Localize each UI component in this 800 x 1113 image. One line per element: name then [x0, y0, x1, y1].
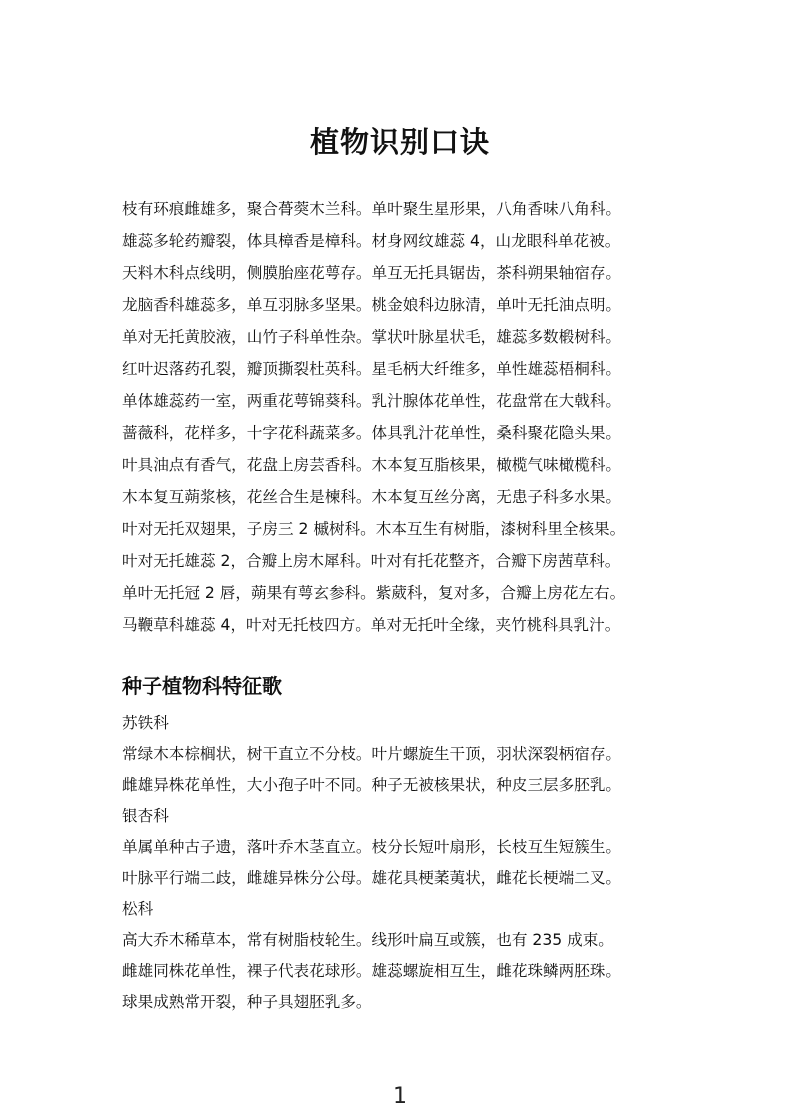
- verse-line: 枝有环痕雌雄多，聚合蓇葖木兰科。单叶聚生星形果，八角香味八角科。: [122, 200, 622, 218]
- verse-line: 马鞭草科雄蕊 4，叶对无托枝四方。单对无托叶全缘，夹竹桃科具乳汁。: [122, 616, 621, 634]
- family-verse-line: 单属单种古子遗，落叶乔木茎直立。枝分长短叶扇形，长枝互生短簇生。: [122, 838, 622, 856]
- family-verse-line: 球果成熟常开裂，种子具翅胚乳多。: [122, 993, 372, 1011]
- family-verse-line: 高大乔木稀草本，常有树脂枝轮生。线形叶扁互或簇，也有 235 成束。: [122, 931, 614, 949]
- family-ginkgoaceae: [122, 801, 762, 894]
- verse-line: 红叶迟落药孔裂，瓣顶撕裂杜英科。星毛柄大纤维多，单性雄蕊梧桐科。: [122, 360, 622, 378]
- section-seed-plants: [122, 670, 762, 1018]
- family-name: 苏铁科: [122, 714, 169, 732]
- page-title: 植物识别口诀: [309, 125, 490, 159]
- section-heading: 种子植物科特征歌: [122, 674, 282, 698]
- verse-line: 单叶无托冠 2 唇，蒴果有萼玄参科。紫葳科，复对多，合瓣上房花左右。: [122, 584, 626, 602]
- verse-line: 单对无托黄胶液，山竹子科单性杂。掌状叶脉星状毛，雄蕊多数椴树科。: [122, 328, 622, 346]
- verse-line: 雄蕊多轮药瓣裂，体具樟香是樟科。材身网纹雄蕊 4，山龙眼科单花被。: [122, 232, 621, 250]
- page-number: 1: [393, 1084, 407, 1109]
- family-pinaceae: [122, 894, 762, 1018]
- verse-line: 天料木科点线明，侧膜胎座花萼存。单互无托具锯齿，茶科朔果轴宿存。: [122, 264, 622, 282]
- verse-line: 木本复互蒴浆核，花丝合生是楝科。木本复互丝分离，无患子科多水果。: [122, 488, 622, 506]
- verse-line: 蔷薇科，花样多，十字花科蔬菜多。体具乳汁花单性，桑科聚花隐头果。: [122, 424, 622, 442]
- family-name: 松科: [122, 900, 154, 918]
- family-name: 银杏科: [122, 807, 169, 825]
- family-verse-line: 雌雄同株花单性，裸子代表花球形。雄蕊螺旋相互生，雌花珠鳞两胚珠。: [122, 962, 622, 980]
- family-verse-line: 常绿木本棕榈状，树干直立不分枝。叶片螺旋生干顶，羽状深裂柄宿存。: [122, 745, 622, 763]
- verse-block: [122, 193, 762, 641]
- verse-line: 龙脑香科雄蕊多，单互羽脉多坚果。桃金娘科边脉清，单叶无托油点明。: [122, 296, 622, 314]
- verse-line: 叶具油点有香气，花盘上房芸香科。木本复互脂核果，橄榄气味橄榄科。: [122, 456, 622, 474]
- family-verse-line: 雌雄异株花单性，大小孢子叶不同。种子无被核果状，种皮三层多胚乳。: [122, 776, 622, 794]
- verse-line: 叶对无托双翅果，子房三 2 槭树科。木本互生有树脂，漆树科里全核果。: [122, 520, 626, 538]
- family-cycadaceae: [122, 708, 762, 801]
- family-verse-line: 叶脉平行端二歧，雌雄异株分公母。雄花具梗葇荑状，雌花长梗端二叉。: [122, 869, 622, 887]
- verse-line: 单体雄蕊药一室，两重花萼锦葵科。乳汁腺体花单性，花盘常在大戟科。: [122, 392, 622, 410]
- verse-line: 叶对无托雄蕊 2，合瓣上房木犀科。叶对有托花整齐，合瓣下房茜草科。: [122, 552, 621, 570]
